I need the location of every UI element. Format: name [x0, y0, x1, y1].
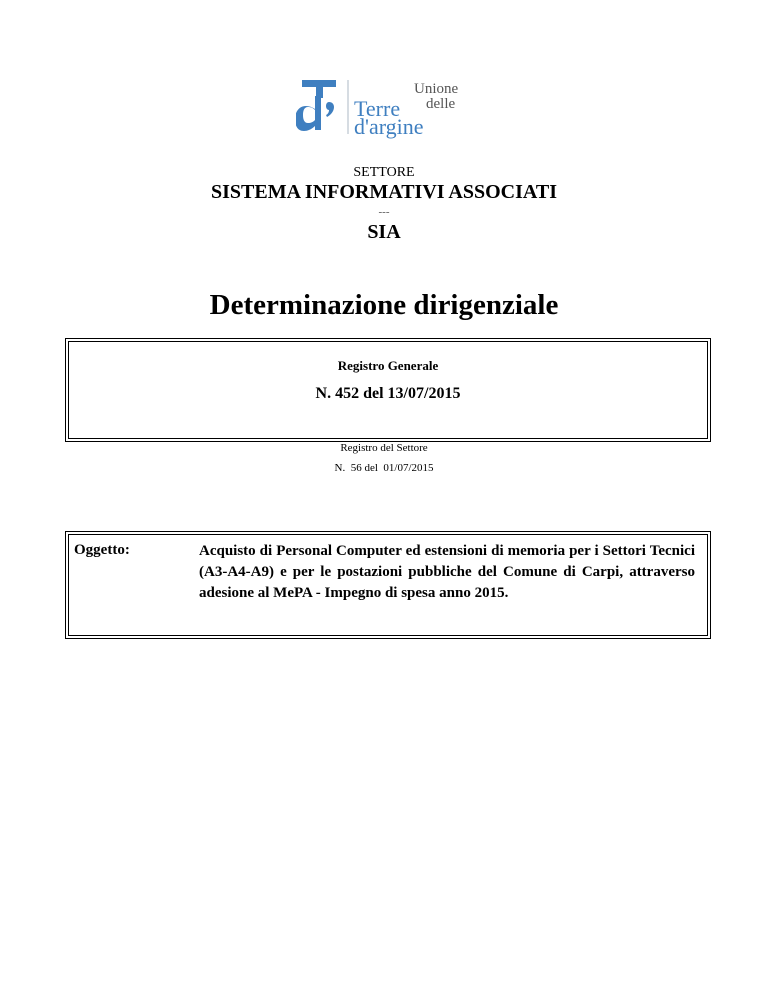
- settore-name: SISTEMA INFORMATIVI ASSOCIATI: [210, 181, 557, 203]
- registro-generale-number: N. 452 del 13/07/2015: [315, 385, 461, 402]
- registro-settore-label: Registro del Settore: [340, 442, 428, 454]
- logo-text-unione: Unione: [414, 81, 459, 97]
- logo-text-delle: delle: [426, 96, 456, 112]
- oggetto-label: Oggetto:: [74, 542, 130, 558]
- logo-text-dargine: d'argine: [354, 114, 424, 139]
- oggetto-text: Acquisto di Personal Computer ed estensioni di memoria per i Settori Tecnici (A3-A4-A9) e per le postazioni pubbliche del Comune di Carpi, attraverso adesione al MePA - Impegno di spesa anno 2015.: [199, 543, 695, 601]
- registro-generale-box: [68, 341, 708, 439]
- separator: ---: [378, 206, 390, 218]
- document-title: Determinazione dirigenziale: [209, 289, 559, 321]
- registro-settore-number: N. 56 del 01/07/2015: [334, 462, 434, 474]
- unione-terre-dargine-logo: [296, 72, 476, 142]
- registro-generale-label: Registro Generale: [337, 358, 439, 373]
- logo-text-terre: Terre: [354, 96, 401, 121]
- settore-short-name: SIA: [367, 221, 401, 243]
- logo-mark-icon: [296, 80, 336, 131]
- oggetto-box: [68, 534, 708, 636]
- settore-label: SETTORE: [353, 165, 415, 180]
